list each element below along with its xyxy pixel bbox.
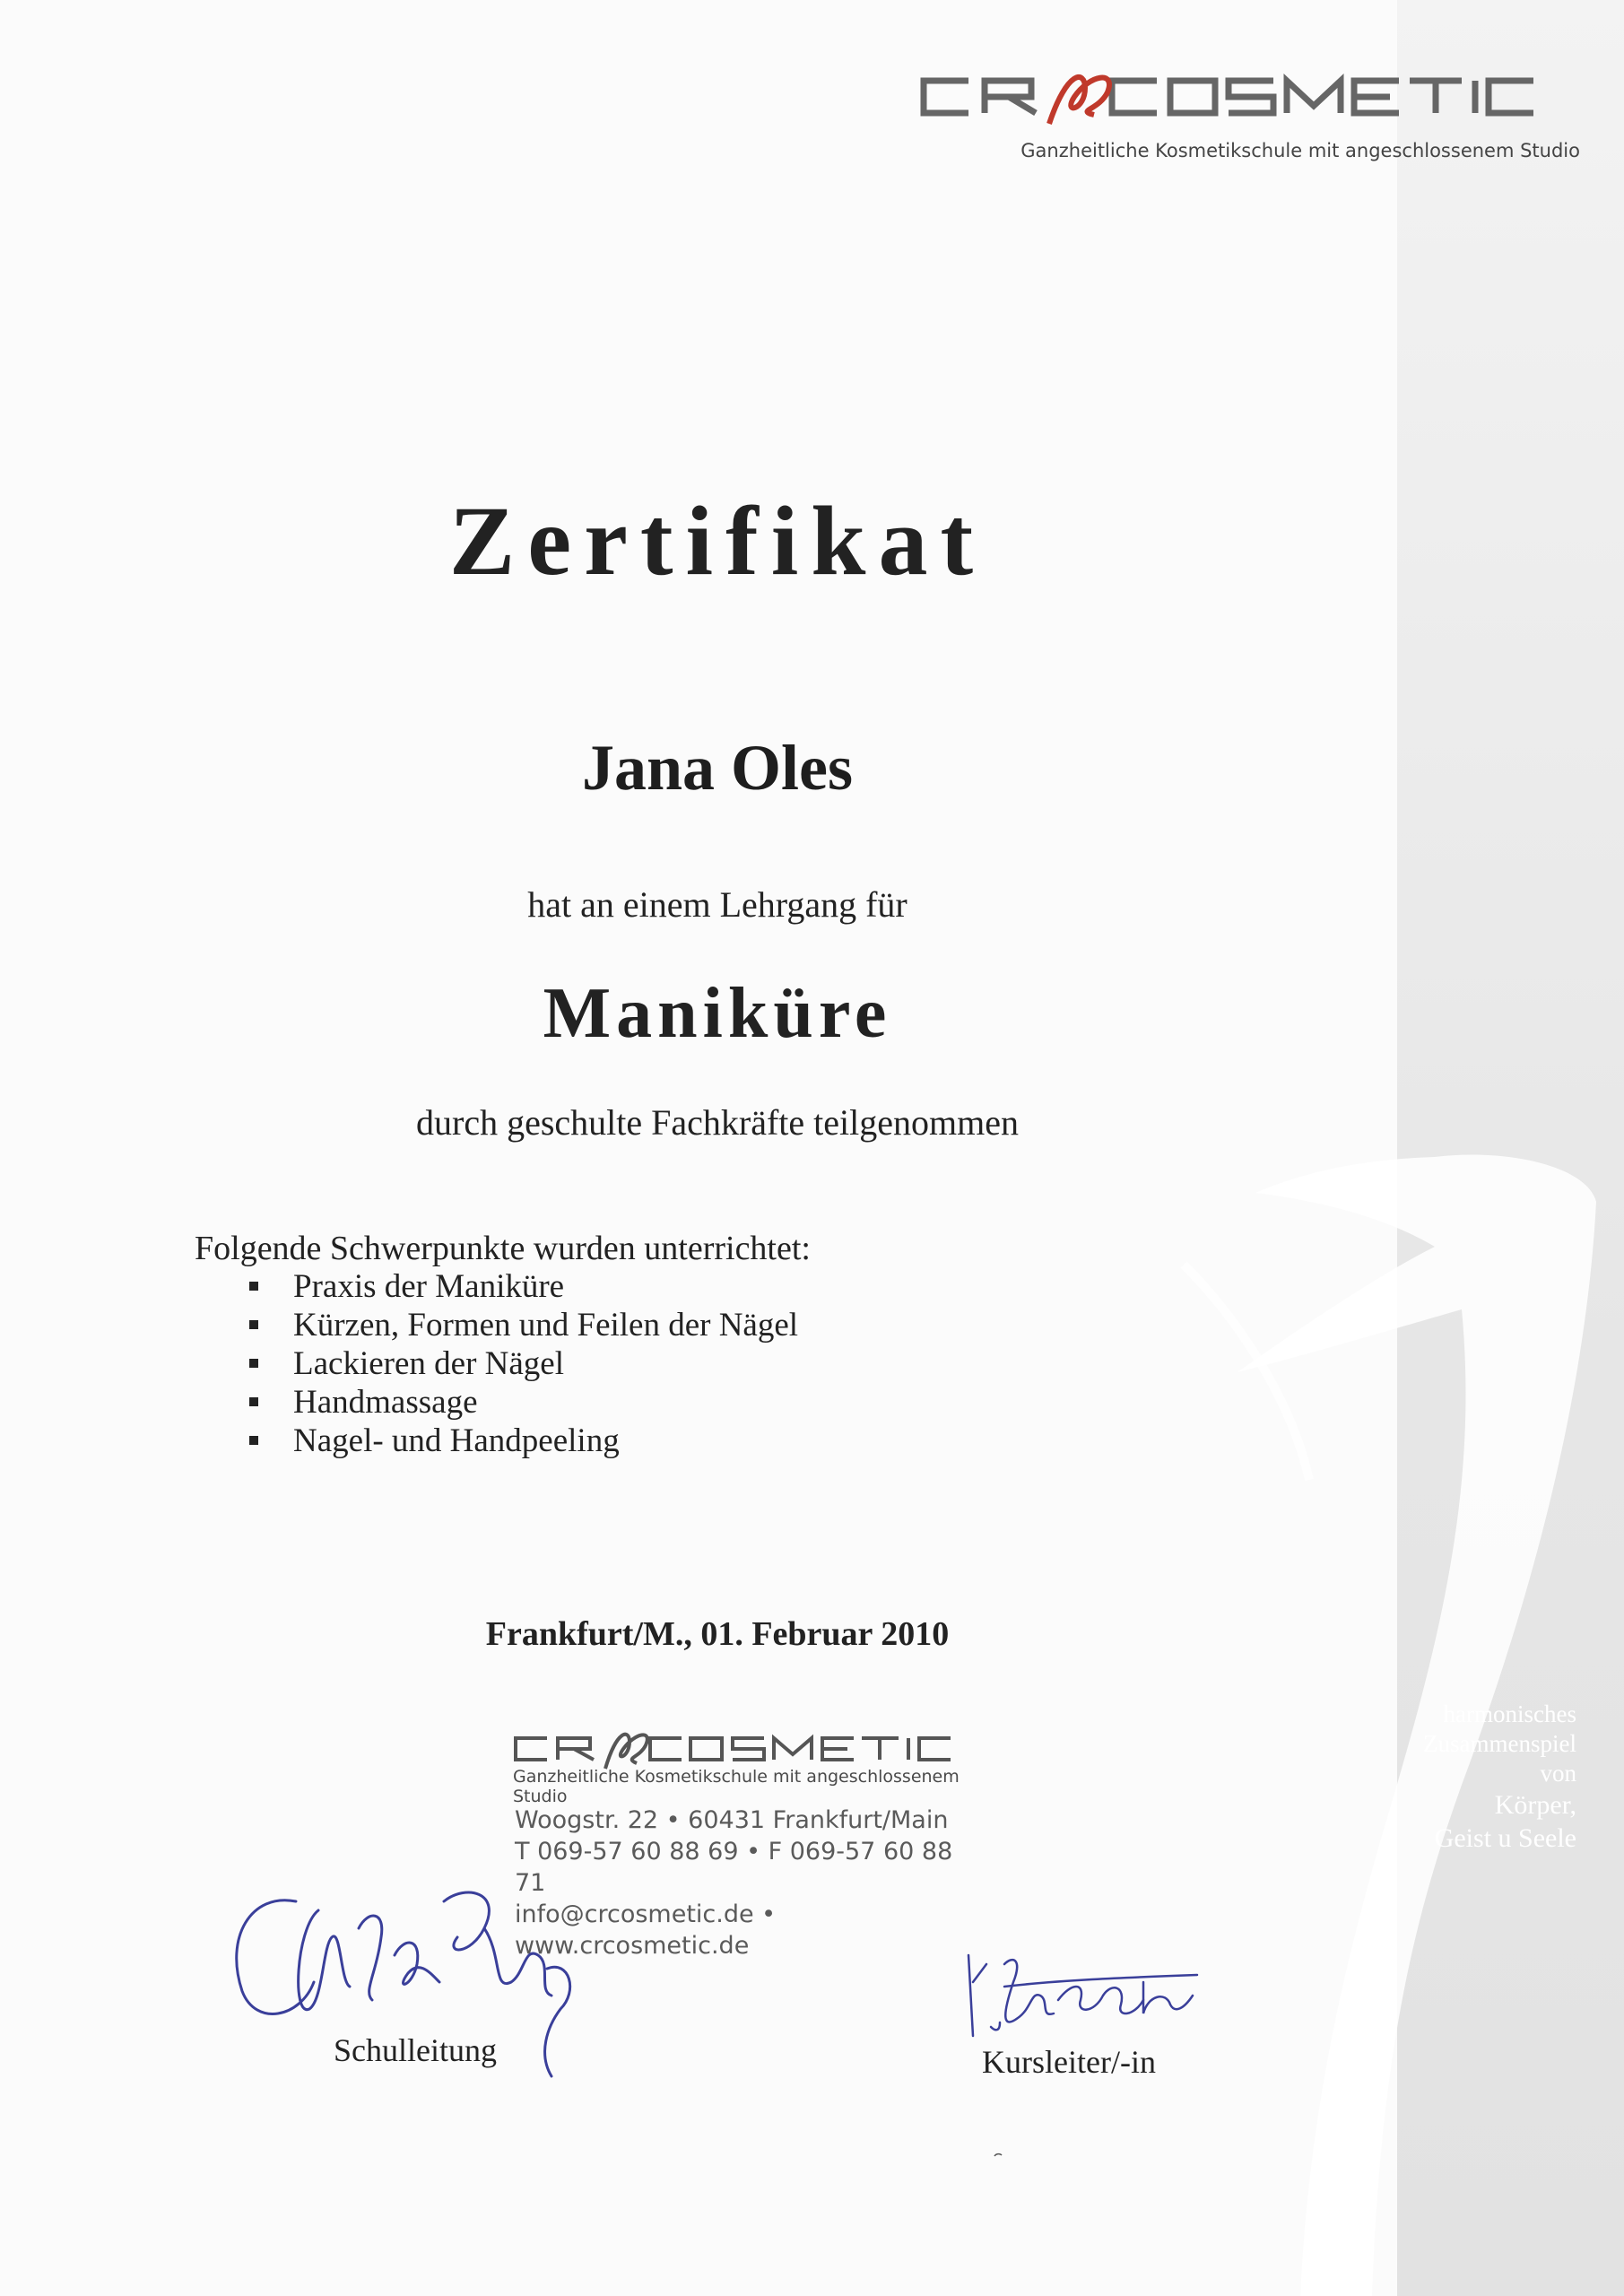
instructor-signature [951,1946,1202,2045]
logo-text: CR COSMETIC [915,61,921,62]
topics-list [247,1267,798,1460]
topic-text: Lackieren der Nägel [293,1345,564,1382]
place-date: Frankfurt/M., 01. Februar 2010 [485,1615,950,1653]
instructor-label: Kursleiter/-in [982,2044,1156,2080]
certificate-title: Zertifikat [448,486,986,596]
bullet-icon [249,1359,258,1368]
outro-text: durch geschulte Fachkräfte teilgenommen [416,1102,1019,1143]
stamp-logo-text: CR COSMETIC [511,1722,517,1723]
side-slogan-line-2: Zusammenspiel [1423,1730,1576,1757]
bullet-icon [249,1397,258,1406]
course-name: Maniküre [543,974,892,1053]
topic-item [247,1267,798,1306]
topic-item [247,1422,798,1460]
header-tagline: Ganzheitliche Kosmetikschule mit angeschlossenem Studio [1020,140,1580,161]
topic-item [247,1306,798,1344]
side-slogan-line-4: Körper, [1494,1790,1576,1820]
recipient-name: Jana Oles [581,732,854,804]
topic-text: Kürzen, Formen und Feilen der Nägel [293,1307,799,1344]
crcosmetic-logo [915,61,1578,133]
topic-text: Handmassage [293,1384,478,1421]
side-slogan-line-3: von [1540,1760,1576,1787]
headmaster-label: Schulleitung [334,2032,497,2068]
paper-speck [994,2152,1003,2158]
intro-text: hat an einem Lehrgang für [527,884,908,925]
stamp-address-block [515,1805,990,1961]
side-slogan [1397,1700,1576,1855]
bullet-icon [249,1282,258,1291]
stamp-phone-fax: T 069-57 60 88 69 • F 069-57 60 88 71 [515,1838,953,1897]
topic-text: Nagel- und Handpeeling [293,1422,620,1459]
stamp-tagline: Ganzheitliche Kosmetikschule mit angeschlossenem Studio [513,1767,960,1806]
topic-item [247,1344,798,1383]
stamp-address: Woogstr. 22 • 60431 Frankfurt/Main [515,1806,949,1834]
topic-text: Praxis der Maniküre [293,1268,565,1305]
side-slogan-line-1: harmonisches [1443,1700,1576,1727]
stamp-web: info@crcosmetic.de • www.crcosmetic.de [515,1900,777,1960]
bullet-icon [249,1320,258,1329]
topic-item [247,1383,798,1422]
side-slogan-line-5: Geist u Seele [1434,1823,1576,1853]
bullet-icon [249,1436,258,1445]
topics-heading: Folgende Schwerpunkte wurden unterrichtet: [195,1230,811,1267]
